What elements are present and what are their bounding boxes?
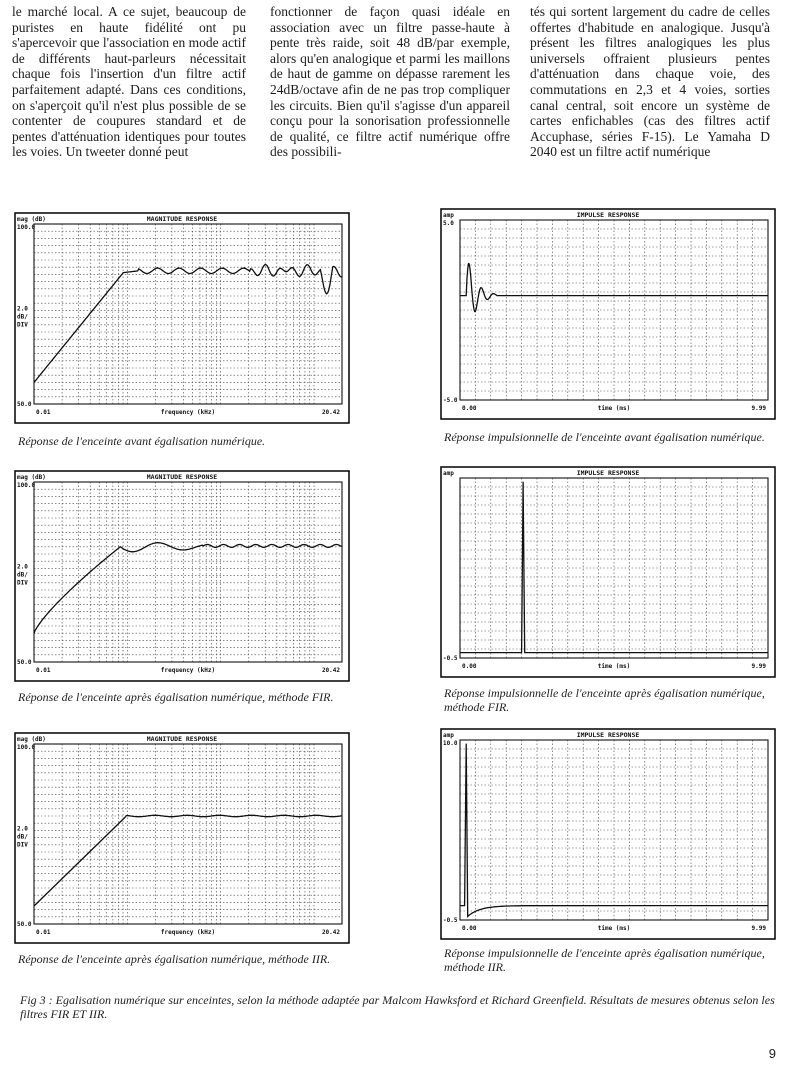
plot-frame <box>15 213 349 423</box>
text-column-3 <box>530 4 770 160</box>
x-axis-label: frequency (kHz) <box>160 667 216 674</box>
x-right-tick: 20.42 <box>321 409 340 416</box>
magnitude-response-fir-plot <box>14 470 350 682</box>
plot-frame <box>441 467 775 677</box>
text-column-1 <box>12 4 246 160</box>
y-bottom-tick: 50.0 <box>17 659 32 666</box>
x-left-tick: 0.00 <box>462 405 477 412</box>
magnitude-response-before-plot <box>14 212 350 424</box>
plot-title: MAGNITUDE RESPONSE <box>146 473 218 481</box>
x-left-tick: 0.01 <box>36 409 51 416</box>
plot-svg <box>14 212 350 424</box>
plot-title: IMPULSE RESPONSE <box>576 731 640 739</box>
column-text: fonctionner de façon quasi idéale en association avec un filtre passe-haute à pente très raide, soit 48 dB/par exemple, alors qu'en analogique et parmi les maillons de haut de gamme on dépasse rarement les 24dB/octave afin de ne pas trop compliquer les circuits. Bien qu'il s'agisse d'un appareil conçu pour la sonorisation professionnelle de qualité, ce filtre actif numérique offre des possibili- <box>270 4 510 160</box>
column-text: tés qui sortent largement du cadre de celles offertes d'habitude en analogique. Jusqu'à présent les filtres analogiques les plus universels offraient plusieurs pentes d'atténuation dans chaque voie, des commutations en 2,3 et 4 voies, sorties canal central, soit encore un système de cartes enfichables (cas des filtres actif Accuphase, séries F-15). Le Yamaha D 2040 est un filtre actif numérique <box>530 4 770 160</box>
plot-caption: Réponse de l'enceinte après égalisation numérique, méthode IIR. <box>18 952 331 966</box>
plot-caption: Réponse de l'enceinte avant égalisation numérique. <box>18 434 266 448</box>
y-bottom-tick: -0.5 <box>443 917 458 924</box>
y-top-tick: 100.0 <box>17 224 36 231</box>
y-scale-label: dB/ <box>17 833 28 841</box>
y-scale-label: DIV <box>17 841 28 849</box>
y-axis-label: amp <box>443 732 454 739</box>
y-scale-label: 2.0 <box>17 563 28 571</box>
plot-svg <box>440 208 776 420</box>
y-axis-label: mag (dB) <box>17 474 46 481</box>
text-column-2 <box>270 4 510 160</box>
plot-title: MAGNITUDE RESPONSE <box>146 735 218 743</box>
plot-frame <box>15 471 349 681</box>
plot-frame <box>441 209 775 419</box>
y-scale-label: dB/ <box>17 571 28 579</box>
x-left-tick: 0.00 <box>462 925 477 932</box>
y-axis-label: amp <box>443 212 454 219</box>
impulse-response-fir-plot <box>440 466 776 678</box>
plot-caption: Réponse impulsionnelle de l'enceinte après égalisation numérique, méthode FIR. <box>444 686 765 714</box>
x-axis-label: time (ms) <box>597 663 631 670</box>
plot-svg <box>440 466 776 678</box>
magnitude-response-iir-plot <box>14 732 350 944</box>
y-axis-label: mag (dB) <box>17 216 46 223</box>
y-axis-label: mag (dB) <box>17 736 46 743</box>
y-bottom-tick: -5.0 <box>443 397 458 404</box>
y-scale-label: DIV <box>17 579 28 587</box>
x-left-tick: 0.01 <box>36 667 51 674</box>
impulse-response-before-plot <box>440 208 776 420</box>
x-axis-label: frequency (kHz) <box>160 409 216 416</box>
x-axis-label: time (ms) <box>597 925 631 932</box>
y-scale-label: 2.0 <box>17 305 28 313</box>
y-axis-label: amp <box>443 470 454 477</box>
x-left-tick: 0.01 <box>36 929 51 936</box>
y-top-tick: 100.0 <box>17 482 36 489</box>
y-top-tick: 100.0 <box>17 744 36 751</box>
x-axis-label: time (ms) <box>597 405 631 412</box>
plot-caption: Réponse de l'enceinte après égalisation numérique, méthode FIR. <box>18 690 334 704</box>
column-text: le marché local. A ce sujet, beaucoup de puristes en haute fidélité ont pu s'apercevoir que l'association en mode actif de différents haut-parleurs nécessitait chaque fois l'insertion d'un filtre actif parfaitement adapté. Dans ces conditions, on s'aperçoit qu'il n'est plus possible de se contenter de coupures standard et de pentes d'atténuation identiques pour toutes les voies. Un tweeter donné peut <box>12 4 246 160</box>
plot-title: IMPULSE RESPONSE <box>576 211 640 219</box>
y-bottom-tick: 50.0 <box>17 401 32 408</box>
x-axis-label: frequency (kHz) <box>160 929 216 936</box>
x-right-tick: 9.99 <box>751 925 766 932</box>
y-top-tick: 10.0 <box>443 740 458 747</box>
x-right-tick: 9.99 <box>751 663 766 670</box>
x-right-tick: 20.42 <box>321 929 340 936</box>
y-scale-label: dB/ <box>17 313 28 321</box>
plot-caption: Réponse impulsionnelle de l'enceinte avant égalisation numérique. <box>444 430 765 444</box>
plot-svg <box>14 470 350 682</box>
impulse-response-iir-plot <box>440 728 776 940</box>
x-right-tick: 9.99 <box>751 405 766 412</box>
plot-svg <box>14 732 350 944</box>
x-right-tick: 20.42 <box>321 667 340 674</box>
plot-frame <box>15 733 349 943</box>
page-number: 9 <box>768 1046 776 1061</box>
y-scale-label: 2.0 <box>17 825 28 833</box>
y-top-tick: 5.0 <box>443 220 454 227</box>
x-left-tick: 0.00 <box>462 663 477 670</box>
plot-title: MAGNITUDE RESPONSE <box>146 215 218 223</box>
y-scale-label: DIV <box>17 321 28 329</box>
y-bottom-tick: 50.0 <box>17 921 32 928</box>
plot-caption: Réponse impulsionnelle de l'enceinte après égalisation numérique, méthode IIR. <box>444 946 765 974</box>
y-bottom-tick: -0.5 <box>443 655 458 662</box>
plot-svg <box>440 728 776 940</box>
figure-caption: Fig 3 : Egalisation numérique sur enceintes, selon la méthode adaptée par Malcom Hawksford et Richard Greenfield. Résultats de mesures obtenus selon les filtres FIR ET IIR. <box>20 993 775 1021</box>
plot-title: IMPULSE RESPONSE <box>576 469 640 477</box>
